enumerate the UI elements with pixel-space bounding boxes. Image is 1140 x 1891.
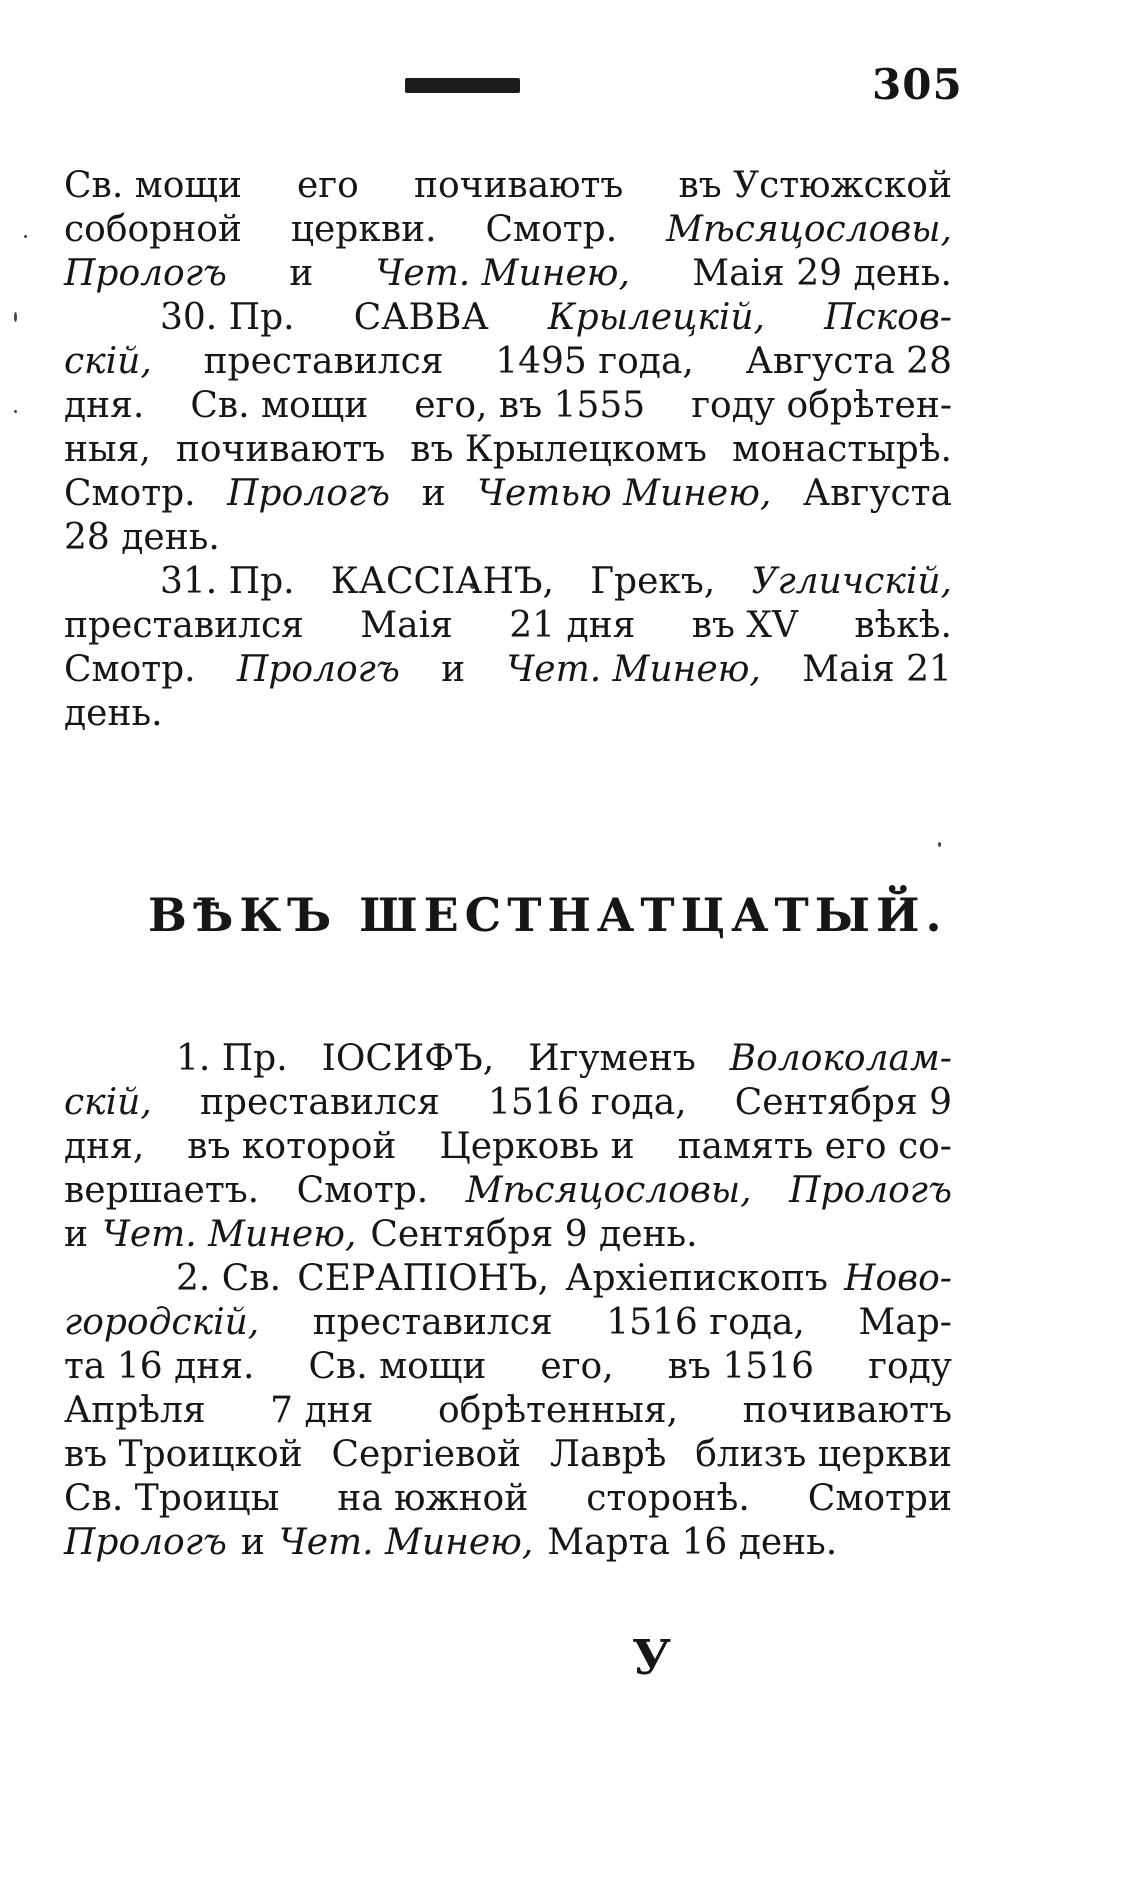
word-group: Сергіевой xyxy=(331,1434,522,1475)
word-group: вѣкѣ. xyxy=(854,605,952,646)
word-group: Августа xyxy=(802,473,952,514)
word-group: и xyxy=(289,253,314,294)
word-group: 1516 года, xyxy=(487,1082,687,1123)
word-group: ІОСИФЪ, xyxy=(321,1038,495,1079)
word-group: Смотри xyxy=(807,1478,952,1519)
word-group: и xyxy=(441,649,466,690)
section-heading: ВѢКЪ ШЕСТНАТЦАТЫЙ. xyxy=(148,888,948,942)
word-group: Прологъ xyxy=(64,1522,227,1563)
text-line xyxy=(64,1081,952,1125)
text-line xyxy=(64,340,952,384)
word-group: въ Устюжской xyxy=(678,165,952,206)
word-group: Апрѣля xyxy=(64,1390,206,1431)
word-group: Крылецкій, xyxy=(547,297,765,338)
word-group: его, xyxy=(540,1346,614,1387)
word-group: дня, xyxy=(64,1126,145,1167)
word-group: Чет. Минею, xyxy=(375,253,630,294)
scan-speck xyxy=(14,410,17,413)
word-group: въ которой xyxy=(187,1126,397,1167)
word-group: Архіепископъ xyxy=(565,1258,828,1299)
word-group: Псков- xyxy=(824,297,952,338)
page-number: 305 xyxy=(872,60,963,109)
word-group: Мѣсяцословы, xyxy=(465,1170,752,1211)
word-group: Игуменъ xyxy=(528,1038,696,1079)
word-group: преставился xyxy=(312,1302,553,1343)
text-line xyxy=(64,692,952,736)
text-line xyxy=(64,1213,952,1257)
scan-speck xyxy=(938,842,941,847)
word-group: въ Троицкой xyxy=(64,1434,303,1475)
word-group: Смотр. xyxy=(485,209,618,250)
word-group: Прологъ xyxy=(64,253,227,294)
word-group: Сентября 9 xyxy=(734,1082,952,1123)
word-group: году обрѣтен- xyxy=(691,385,952,426)
word-group: Св. мощи xyxy=(308,1346,487,1387)
text-line xyxy=(64,472,952,516)
word-group: Прологъ xyxy=(227,473,391,514)
text-line xyxy=(64,604,952,648)
word-group: 31. Пр. xyxy=(160,561,295,602)
word-group: преставился xyxy=(64,605,304,646)
word-group: Прологъ xyxy=(789,1170,952,1211)
text-line xyxy=(64,1125,952,1169)
word-group: Чет. Минею, xyxy=(102,1214,357,1255)
word-group: 2. Св. xyxy=(176,1258,282,1299)
word-group: СЕРАПІОНЪ, xyxy=(297,1258,550,1299)
text-line xyxy=(64,252,952,296)
word-group: 1516 года, xyxy=(606,1302,805,1343)
word-group: въ 1516 xyxy=(667,1346,814,1387)
word-group: Грекъ, xyxy=(590,561,716,602)
word-group: память его со- xyxy=(677,1126,952,1167)
word-group: 1. Пр. xyxy=(176,1038,288,1079)
word-group: Августа 28 xyxy=(745,341,952,382)
word-group: почиваютъ xyxy=(175,429,386,470)
word-group: дня. xyxy=(64,385,145,426)
word-group: почиваютъ xyxy=(413,165,624,206)
word-group: Маія xyxy=(360,605,453,646)
word-group: Смотр. xyxy=(296,1170,429,1211)
word-group: и xyxy=(240,1522,265,1563)
scan-speck xyxy=(24,235,27,238)
word-group: САВВА xyxy=(353,297,489,338)
word-group: день. xyxy=(64,693,163,734)
word-group: Чет. Минею, xyxy=(506,649,761,690)
text-line xyxy=(64,560,952,604)
word-group: Чет. Минею, xyxy=(278,1522,534,1563)
entries-top xyxy=(64,164,952,736)
text-line xyxy=(64,1521,952,1565)
catchword: У xyxy=(632,1630,671,1686)
word-group: ныя, xyxy=(64,429,151,470)
word-group: 28 день. xyxy=(64,517,220,558)
text-line xyxy=(64,1301,952,1345)
text-line xyxy=(64,164,952,208)
text-line xyxy=(64,1433,952,1477)
word-group: почиваютъ xyxy=(742,1390,952,1431)
word-group: Св. мощи xyxy=(190,385,369,426)
word-group: Четью Минею, xyxy=(477,473,772,514)
word-group: Церковь и xyxy=(439,1126,635,1167)
text-line xyxy=(64,1477,952,1521)
word-group: Сентября 9 день. xyxy=(370,1214,698,1255)
text-line xyxy=(64,296,952,340)
text-line xyxy=(64,428,952,472)
word-group: церкви. xyxy=(290,209,437,250)
word-group: Св. мощи xyxy=(64,165,242,206)
word-group: скій, xyxy=(64,1082,152,1123)
word-group: Смотр. xyxy=(64,649,196,690)
word-group: Св. Троицы xyxy=(64,1478,280,1519)
word-group: 7 дня xyxy=(270,1390,374,1431)
word-group: Мар- xyxy=(858,1302,952,1343)
text-line xyxy=(64,1389,952,1433)
header-ornament-rule xyxy=(405,78,520,93)
word-group: соборной xyxy=(64,209,242,250)
word-group: на южной xyxy=(337,1478,529,1519)
word-group: году xyxy=(868,1346,952,1387)
word-group: 30. Пр. xyxy=(160,297,295,338)
word-group: КАССІАНЪ, xyxy=(330,561,554,602)
word-group: преставился xyxy=(203,341,444,382)
word-group: сторонѣ. xyxy=(586,1478,750,1519)
scan-speck xyxy=(14,312,17,322)
word-group: въ XV xyxy=(691,605,798,646)
word-group: монастырѣ. xyxy=(731,429,952,470)
word-group: та 16 дня. xyxy=(64,1346,255,1387)
text-line xyxy=(64,1037,952,1081)
word-group: городскій, xyxy=(64,1302,260,1343)
word-group: Ново- xyxy=(844,1258,952,1299)
word-group: Угличскій, xyxy=(751,561,952,602)
word-group: Лаврѣ xyxy=(549,1434,667,1475)
word-group: и xyxy=(421,473,446,514)
word-group: и xyxy=(64,1214,88,1255)
word-group: Маія 29 день. xyxy=(692,253,952,294)
word-group: въ Крылецкомъ xyxy=(410,429,707,470)
word-group: его, въ 1555 xyxy=(414,385,646,426)
word-group: его xyxy=(296,165,359,206)
word-group: Марта 16 день. xyxy=(547,1522,838,1563)
word-group: Мѣсяцословы, xyxy=(666,209,952,250)
word-group: Прологъ xyxy=(236,649,400,690)
text-line xyxy=(64,1169,952,1213)
word-group: 21 дня xyxy=(509,605,636,646)
word-group: 1495 года, xyxy=(495,341,694,382)
text-line xyxy=(64,648,952,692)
text-line xyxy=(64,516,952,560)
text-line xyxy=(64,1345,952,1389)
word-group: Волоколам- xyxy=(729,1038,952,1079)
word-group: вершаетъ. xyxy=(64,1170,260,1211)
word-group: скій, xyxy=(64,341,152,382)
text-line xyxy=(64,208,952,252)
word-group: Маія 21 xyxy=(802,649,952,690)
word-group: преставился xyxy=(199,1082,440,1123)
word-group: близъ церкви xyxy=(695,1434,952,1475)
word-group: обрѣтенныя, xyxy=(437,1390,679,1431)
entries-bottom xyxy=(64,1037,952,1565)
word-group: Смотр. xyxy=(64,473,196,514)
text-line xyxy=(64,1257,952,1301)
text-line xyxy=(64,384,952,428)
